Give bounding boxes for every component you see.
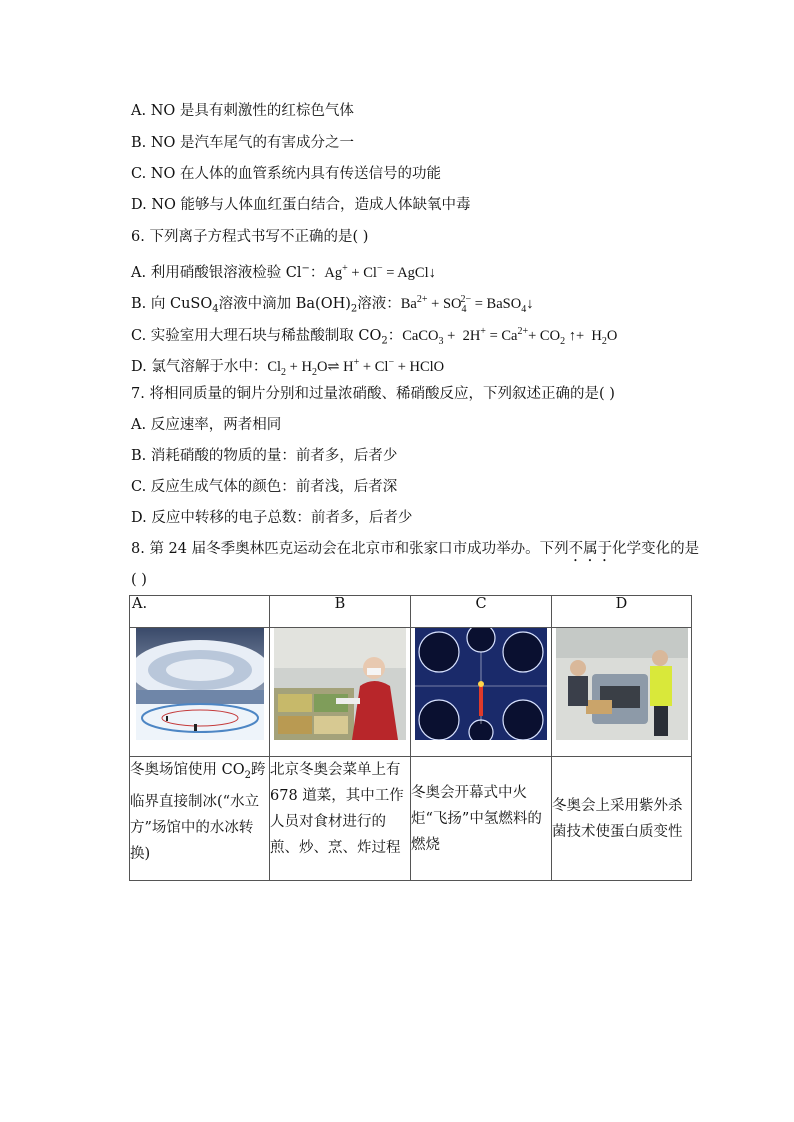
q8-stem-pre: 8. 第 24 届冬季奥林匹克运动会在北京市和张家口市成功举办。下列	[131, 541, 569, 557]
q6-option-a-text: A. 利用硝酸银溶液检验 Cl	[131, 264, 302, 281]
q6-option-c: C. 实验室用大理石块与稀盐酸制取 $CO_2$：CaCO$_3$ + $2H^+ = Ca^{2+}+ CO_2$ ↑+ $H_2O$	[131, 326, 618, 347]
uv-sterilization-image	[556, 628, 688, 740]
q6-option-a: A. 利用硝酸银溶液检验 Cl−：Ag+ + Cl− = AgCl↓	[131, 263, 436, 281]
q6-option-b-equation: $Ba^{2+} + SO_4^{2-}$ = BaSO$_4$↓	[400, 294, 534, 315]
option-d-description: 冬奥会上采用紫外杀菌技术使蛋白质变性	[552, 757, 692, 881]
q5-option-d: D. NO 能够与人体血红蛋白结合，造成人体缺氧中毒	[131, 197, 471, 213]
image-cell-c	[411, 628, 552, 757]
q6-option-d-text: D. 氯气溶解于水中：	[131, 358, 268, 375]
q5-option-b: B. NO 是汽车尾气的有害成分之一	[131, 135, 355, 151]
q7-option-d: D. 反应中转移的电子总数：前者多，后者少	[131, 510, 413, 526]
q8-stem-emphasis: 不属于	[568, 541, 613, 557]
q5-option-a: A. NO 是具有刺激性的红棕色气体	[131, 103, 354, 119]
q6-option-d	[131, 353, 444, 383]
image-cell-b	[270, 628, 411, 757]
q6-option-d-equation: $Cl_2$ + $H_2O\rightleftharpoons$ H+ + Cl− + HClO	[267, 357, 445, 378]
header-a: A.	[130, 596, 270, 628]
q8-stem-post: 化学变化的是	[612, 541, 700, 557]
option-a-description-pre: 冬奥场馆使用 CO	[130, 762, 245, 778]
q6-stem: 6. 下列离子方程式书写不正确的是( )	[131, 229, 369, 245]
header-c: C	[411, 596, 552, 628]
q7-option-c: C. 反应生成气体的颜色：前者浅，后者深	[131, 479, 398, 495]
q8-stem-paren: ( )	[131, 572, 147, 588]
option-a-description: 冬奥场馆使用 $CO_2$跨临界直接制冰(“水立方”场馆中的水冰转换)	[130, 757, 270, 881]
option-b-description: 北京冬奥会菜单上有 678 道菜，其中工作人员对食材进行的煎、炒、烹、炸过程	[270, 757, 411, 881]
image-cell-d	[552, 628, 692, 757]
torch-snowflake-image	[415, 628, 547, 740]
q6-option-b-text: B. 向 CuSO	[131, 295, 213, 312]
header-b: B	[270, 596, 411, 628]
kitchen-worker-image	[274, 628, 406, 740]
option-a-description-post: 跨临界直接制冰(“水立方”场馆中的水冰转换)	[130, 762, 266, 862]
q8-options-table	[129, 595, 692, 881]
q6-option-c-equation: CaCO$_3$ + $2H^+ = Ca^{2+}+ CO_2$ ↑+ $H_2O$	[402, 326, 618, 347]
q7-stem: 7. 将相同质量的铜片分别和过量浓硝酸、稀硝酸反应，下列叙述正确的是( )	[131, 386, 615, 402]
header-d: D	[552, 596, 692, 628]
option-c-description: 冬奥会开幕式中火炬“飞扬”中氢燃料的燃烧	[411, 757, 552, 881]
q7-option-a: A. 反应速率，两者相同	[131, 417, 282, 433]
q6-option-b: B. 向 CuSO$_4$溶液中滴加 $Ba(OH)_2$溶液：$Ba^{2+} + SO_4^{2-}$ = BaSO$_4$↓	[131, 294, 534, 315]
q6-option-a-equation: Ag+ + Cl− = AgCl↓	[324, 263, 436, 281]
q6-option-c-text: C. 实验室用大理石块与稀盐酸制取 CO	[131, 327, 382, 344]
q8-stem	[131, 539, 699, 565]
q5-option-c: C. NO 在人体的血管系统内具有传送信号的功能	[131, 166, 441, 182]
ice-rink-image	[136, 628, 264, 740]
image-cell-a	[130, 628, 270, 757]
q7-option-b: B. 消耗硝酸的物质的量：前者多，后者少	[131, 448, 398, 464]
